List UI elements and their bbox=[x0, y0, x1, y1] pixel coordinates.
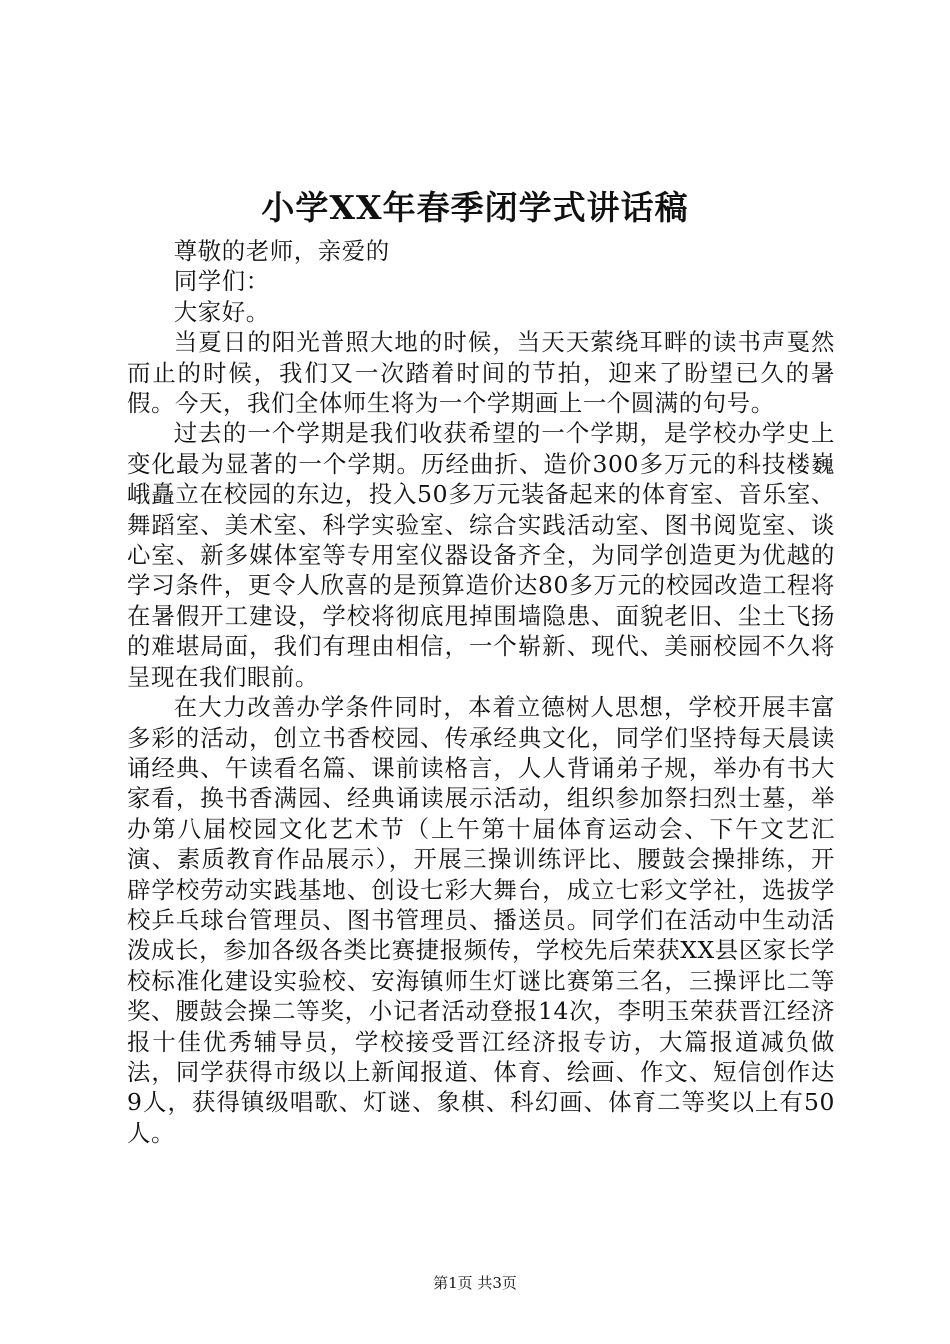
paragraph-activities: 在大力改善办学条件同时，本着立德树人思想，学校开展丰富多彩的活动，创立书香校园、传承经典文化，同学们坚持每天晨读诵经典、午读看名篇、课前读格言，人人背诵弟子规，举办有书大家看，换书香满园、经典诵读展示活动，组织参加祭扫烈士墓，举办第八届校园文化艺术节（上午第十届体育运动会、下午文艺汇演、素质教育作品展示），开展三操训练评比、腰鼓会操排练，开辟学校劳动实践基地、创设七彩大舞台，成立七彩文学社，选拔学校乒乓球台管理员、图书管理员、播送员。同学们在活动中生动活泼成长，参加各级各类比赛捷报频传，学校先后荣获XX县区家长学校标准化建设实验校、安海镇师生灯谜比赛第三名，三操评比二等奖、腰鼓会操二等奖，小记者活动登报14次，李明玉荣获晋江经济报十佳优秀辅导员，学校接受晋江经济报专访，大篇报道减负做法，同学获得市级以上新闻报道、体育、绘画、作文、短信创作达9人，获得镇级唱歌、灯谜、象棋、科幻画、体育二等奖以上有50人。 bbox=[127, 693, 835, 1147]
document-body bbox=[127, 236, 835, 1148]
paragraph-summer: 当夏日的阳光普照大地的时候，当天天萦绕耳畔的读书声戛然而止的时候，我们又一次踏着时间的节拍，迎来了盼望已久的暑假。今天，我们全体师生将为一个学期画上一个圆满的句号。 bbox=[127, 328, 835, 418]
salutation-line-1: 尊敬的老师，亲爱的 bbox=[173, 237, 390, 265]
paragraph-semester-changes: 过去的一个学期是我们收获希望的一个学期，是学校办学史上变化最为显著的一个学期。历经曲折、造价300多万元的科技楼巍峨矗立在校园的东边，投入50多万元装备起来的体育室、音乐室、舞蹈室、美术室、科学实验室、综合实践活动室、图书阅览室、谈心室、新多媒体室等专用室仪器设备齐全，为同学创造更为优越的学习条件，更令人欣喜的是预算造价达80多万元的校园改造工程将在暑假开工建设，学校将彻底甩掉围墙隐患、面貌老旧、尘土飞扬的难堪局面，我们有理由相信，一个崭新、现代、美丽校园不久将呈现在我们眼前。 bbox=[127, 419, 835, 691]
salutation-line-2: 同学们： bbox=[173, 267, 270, 296]
page-number-footer: 第1页 共3页 bbox=[433, 1274, 517, 1292]
greeting-line: 大家好。 bbox=[173, 297, 270, 326]
document-title: 小学XX年春季闭学式讲话稿 bbox=[261, 188, 689, 227]
